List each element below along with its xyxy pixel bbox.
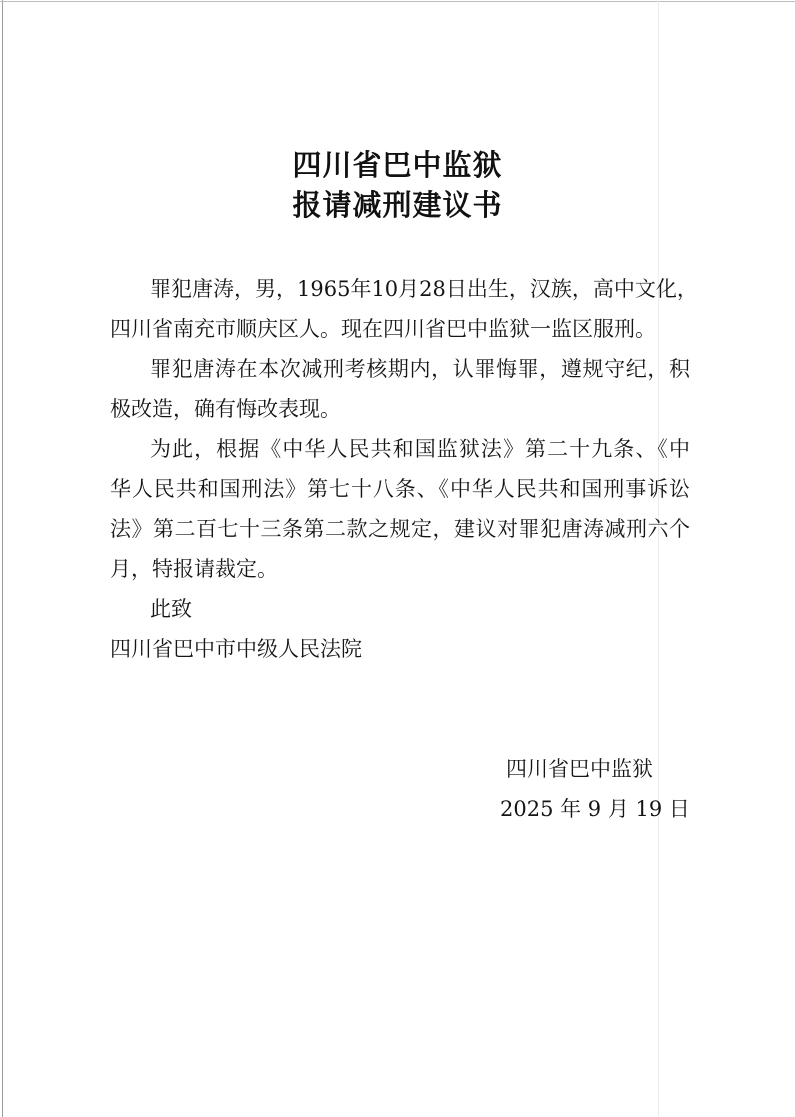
paragraph-2-line-1: 罪犯唐涛在本次减刑考核期内，认罪悔罪，遵规守纪，积 (150, 357, 690, 381)
paragraph-3-line-3: 法》第二百七十三条第二款之规定，建议对罪犯唐涛减刑六个 (110, 517, 690, 541)
signature-issuer: 四川省巴中监狱 (506, 757, 653, 781)
salutation: 此致 (150, 597, 192, 621)
paragraph-3-line-1: 为此，根据《中华人民共和国监狱法》第二十九条、《中 (150, 437, 690, 461)
signature-date: 2025 年 9 月 19 日 (500, 797, 690, 821)
paragraph-3-line-4: 月，特报请裁定。 (110, 557, 278, 581)
scan-edge-top (0, 1, 795, 2)
paragraph-1-line-2: 四川省南充市顺庆区人。现在四川省巴中监狱一监区服刑。 (110, 317, 656, 341)
document-title-line-1: 四川省巴中监狱 (292, 148, 503, 182)
paragraph-1-line-1: 罪犯唐涛，男，1965年10月28日出生，汉族，高中文化， (150, 277, 698, 301)
paragraph-3-line-2: 华人民共和国刑法》第七十八条、《中华人民共和国刑事诉讼 (110, 477, 690, 501)
recipient: 四川省巴中市中级人民法院 (110, 637, 362, 661)
paragraph-2-line-2: 极改造，确有悔改表现。 (110, 397, 341, 421)
document-title-line-2: 报请减刑建议书 (292, 188, 503, 222)
